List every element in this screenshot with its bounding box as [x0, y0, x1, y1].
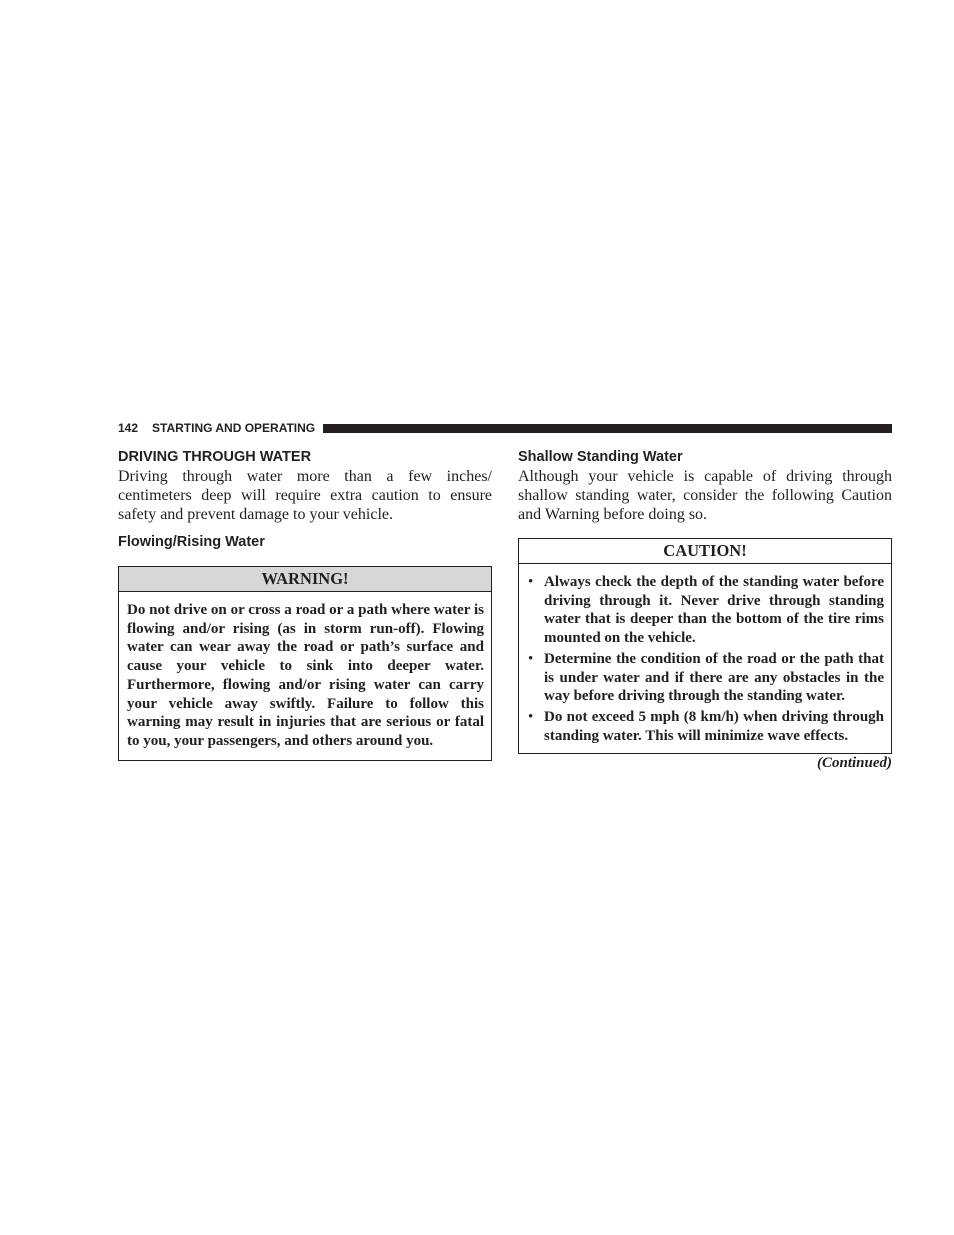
list-item: • Do not exceed 5 mph (8 km/h) when driving through standing water. This will minimize wave effects. — [528, 708, 884, 744]
subheading-shallow-water: Shallow Standing Water — [518, 449, 683, 465]
caution-list — [519, 564, 891, 753]
caution-title: CAUTION! — [519, 539, 891, 564]
header-rule — [323, 424, 892, 433]
right-column — [518, 448, 892, 772]
page-number: 142 — [118, 421, 139, 435]
list-item: • Always check the depth of the standing water before driving through it. Never drive through standing water that is deeper than the bottom of the tire rims mounted on the vehicle. — [528, 574, 884, 647]
continued-note: (Continued) — [816, 755, 892, 772]
section-heading: DRIVING THROUGH WATER — [118, 449, 312, 465]
bullet-icon: • — [528, 574, 534, 590]
left-column — [118, 448, 492, 761]
warning-title: WARNING! — [119, 567, 491, 592]
warning-text: Do not drive on or cross a road or a path where water is flowing and/or rising (as in storm run-off). Flowing water can wear away the road or path’s surface and cause your vehicle to sink into deeper water. Furthermore, flowing and/or rising water can carry your vehicle away swiftly. Failure to follow this warning may result in injuries that are serious or fatal to you, your passengers, and others around you. — [127, 602, 484, 749]
subheading-flowing-water: Flowing/Rising Water — [118, 534, 265, 550]
section-title: STARTING AND OPERATING — [152, 421, 316, 435]
caution-box — [518, 538, 892, 754]
bullet-icon: • — [528, 708, 534, 725]
bullet-icon: • — [528, 650, 534, 667]
list-item: • Determine the condition of the road or the path that is under water and if there are any obstacles in the way before driving through the standing water. — [528, 650, 884, 705]
intro-paragraph: Driving through water more than a few inches/ centimeters deep will require extra caution to ensure safety and prevent damage to your vehicle. — [118, 468, 492, 523]
page-header — [118, 420, 892, 436]
intro-paragraph-right: Although your vehicle is capable of driving through shallow standing water, consider the following Caution and Warning before doing so. — [518, 468, 892, 523]
warning-box — [118, 566, 492, 761]
